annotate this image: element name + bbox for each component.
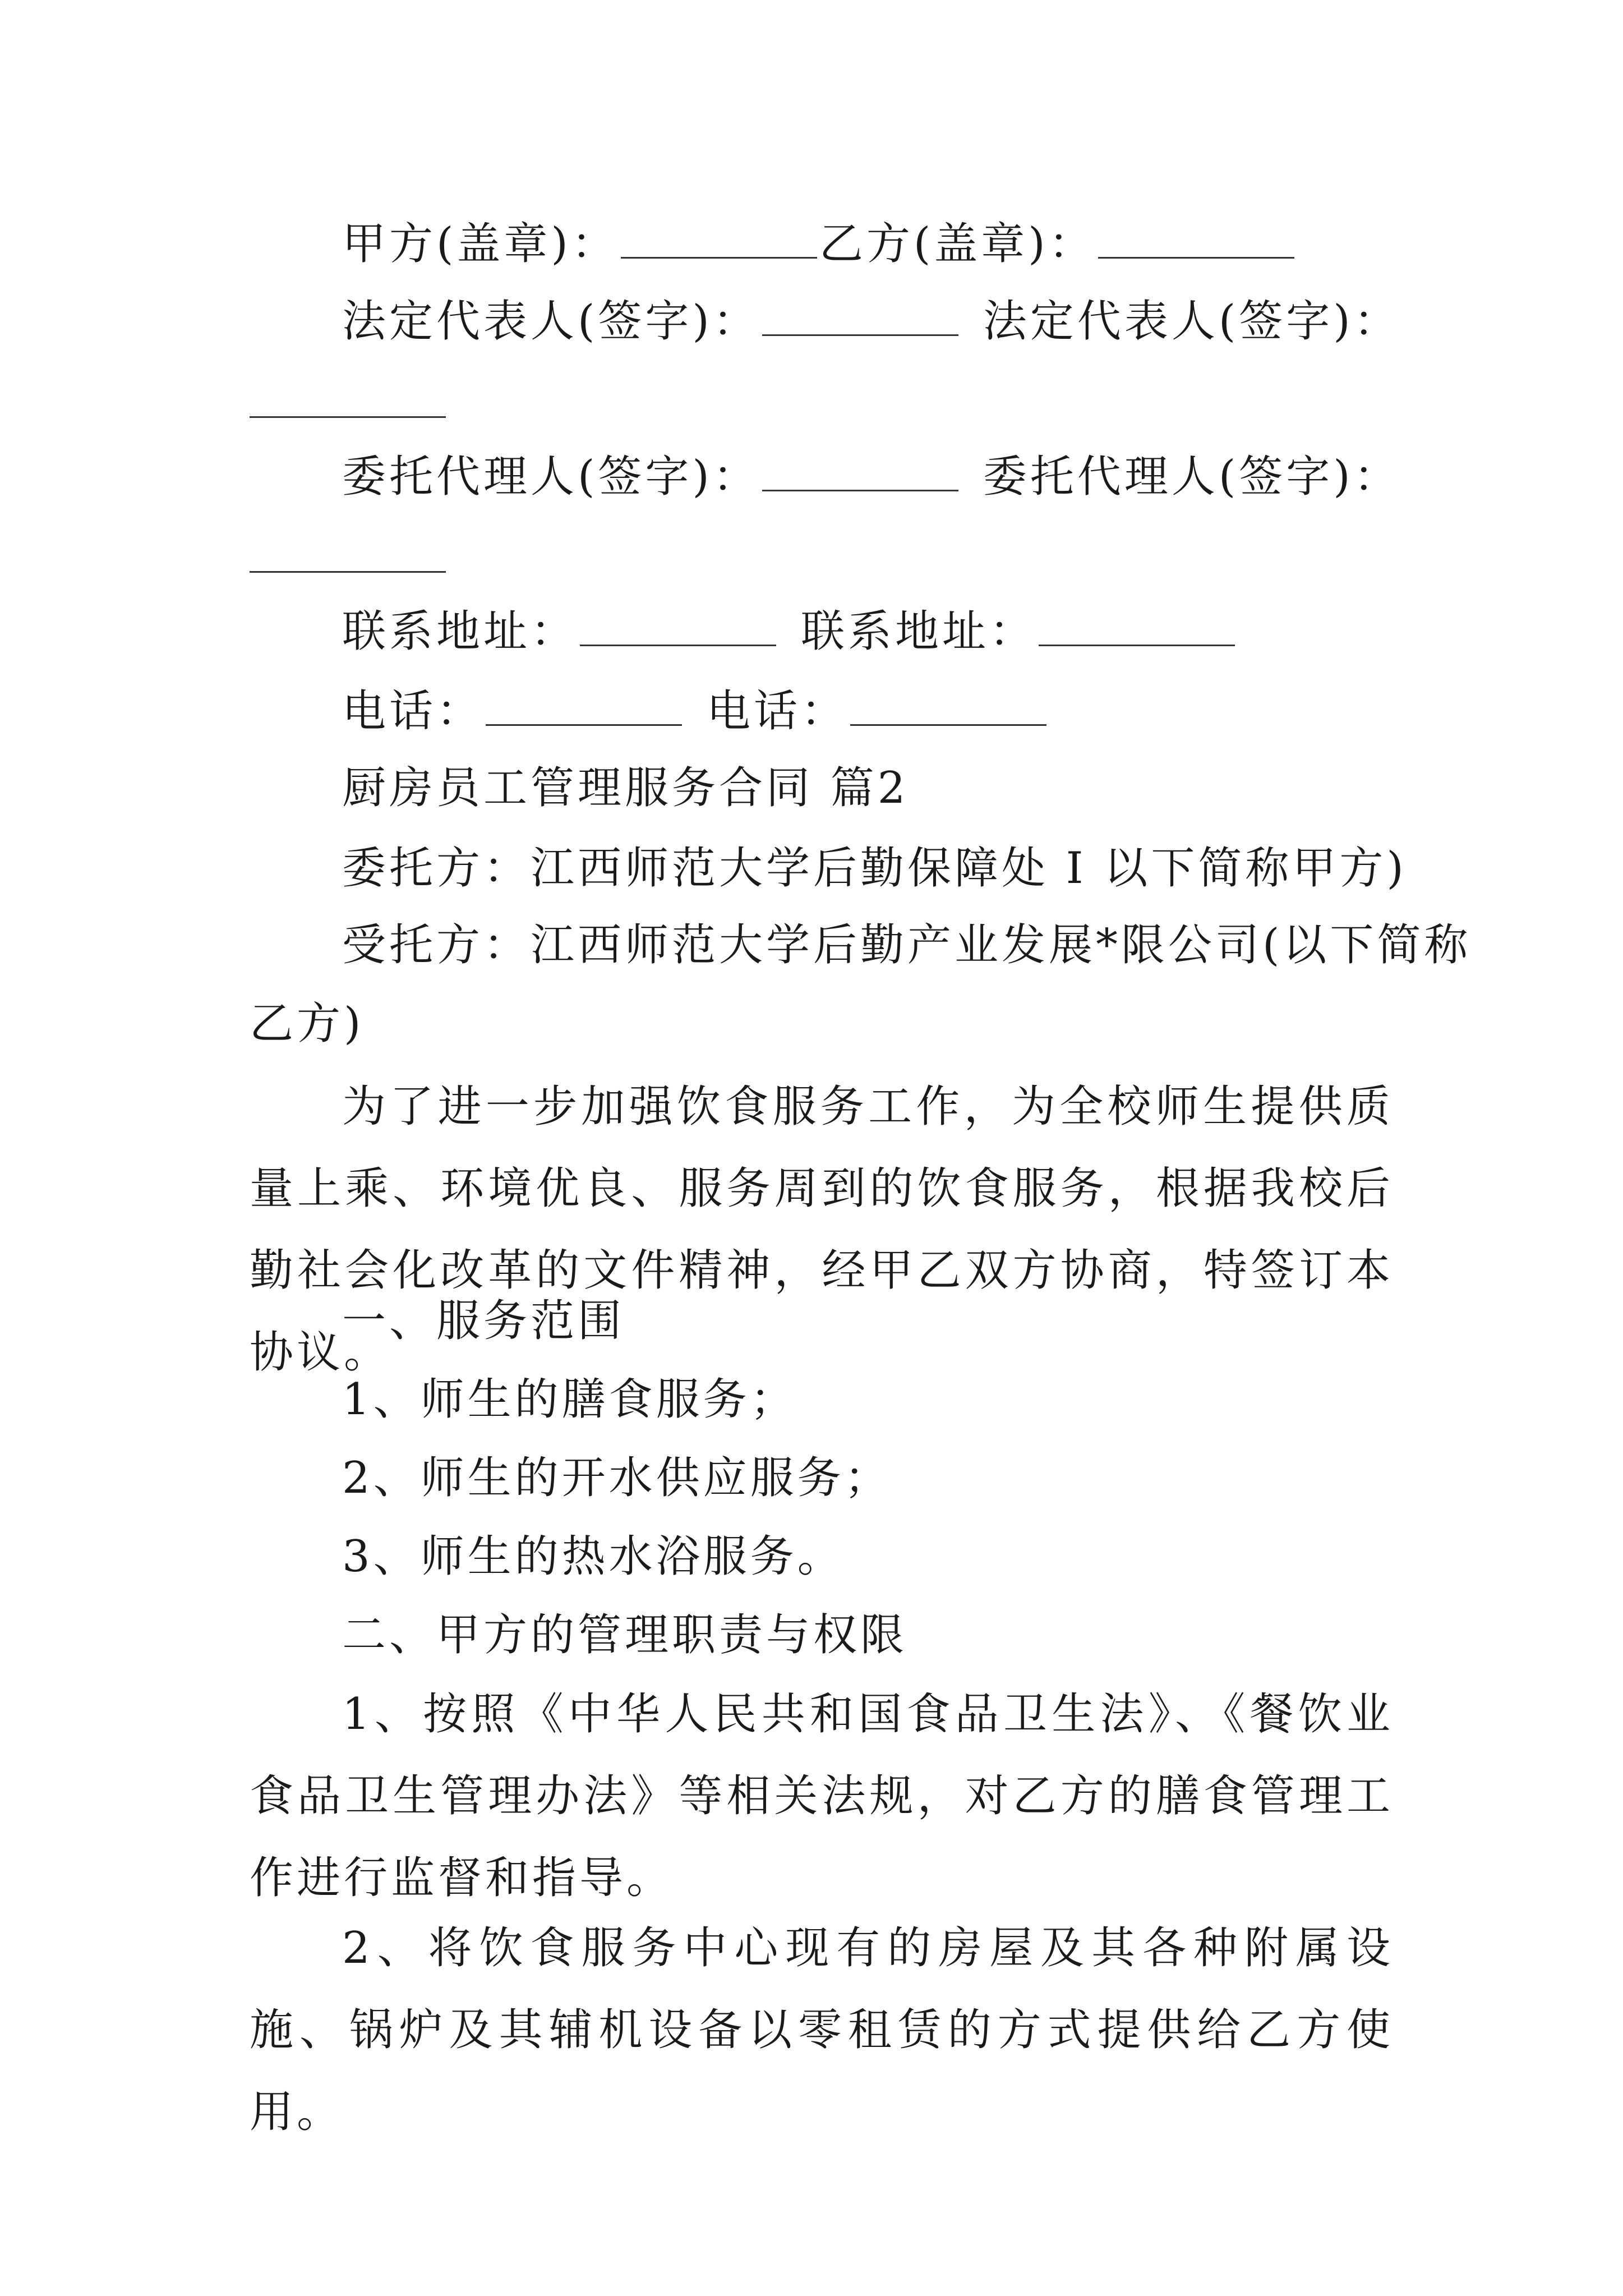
party-a-seal-label: 甲方(盖章)： [342,219,619,269]
phone-b-blank [850,722,1046,726]
agent-line [342,449,1401,505]
contract-title: 厨房员工管理服务合同 篇2 [342,763,909,813]
agent-b-blank [250,571,446,573]
legal-rep-line [342,293,1401,349]
address-b-label: 联系地址： [801,606,1037,657]
section1-item-2: 2、师生的开水供应服务； [342,1453,892,1503]
contractor-line: 受托方：江西师范大学后勤产业发展*限公司(以下简称 [342,920,1472,970]
phone-line [342,683,1049,739]
section1-item-3: 3、师生的热水浴服务。 [342,1531,845,1582]
address-a-label: 联系地址： [342,606,578,657]
section2-title: 二、甲方的管理职责与权限 [342,1610,908,1660]
legal-rep-a-blank [762,332,958,336]
section1-item-1: 1、师生的膳食服务； [342,1374,797,1425]
legal-rep-a-label: 法定代表人(签字)： [342,296,760,347]
phone-a-label: 电话： [342,686,484,737]
agent-b-label: 委托代理人(签字)： [983,452,1401,502]
legal-rep-b-blank [250,416,446,418]
section2-item-2: 2、将饮食服务中心现有的房屋及其各种附属设施、锅炉及其辅机设备以零租赁的方式提供给乙方使用。 [250,1923,1394,2137]
agent-a-blank [762,487,958,491]
address-b-blank [1039,642,1235,646]
party-a-seal-blank [621,255,817,259]
party-b-seal-blank [1098,255,1294,259]
seal-line [342,216,1297,272]
intro-paragraph: 为了进一步加强饮食服务工作，为全校师生提供质量上乘、环境优良、服务周到的饮食服务，根据我校后勤社会化改革的文件精神，经甲乙双方协商，特签订本协议。 [250,1082,1394,1378]
client-line: 委托方：江西师范大学后勤保障处 I 以下简称甲方) [342,843,1407,894]
address-a-blank [580,642,776,646]
phone-b-label: 电话： [707,686,849,737]
section2-item-1: 1、按照《中华人民共和国食品卫生法》、《餐饮业食品卫生管理办法》等相关法规，对乙方的膳食管理工作进行监督和指导。 [250,1689,1394,1903]
address-line [342,604,1237,660]
legal-rep-b-label: 法定代表人(签字)： [983,296,1401,347]
agent-a-label: 委托代理人(签字)： [342,452,760,502]
party-b-seal-label: 乙方(盖章)： [819,219,1096,269]
phone-a-blank [486,722,682,726]
contractor-line-cont: 乙方) [250,999,365,1049]
section1-title: 一、服务范围 [342,1296,625,1346]
